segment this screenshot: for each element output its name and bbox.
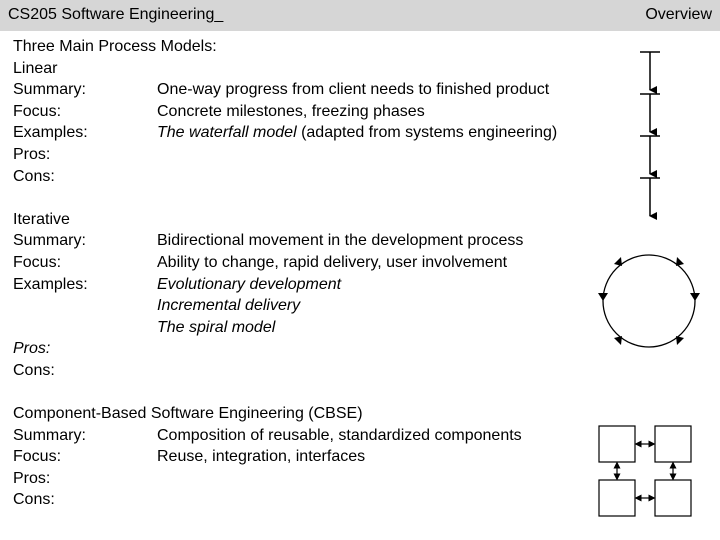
iterative-summary: Bidirectional movement in the development process (157, 232, 524, 250)
cbse-cons-row (13, 489, 623, 511)
cycle-arrowheads (598, 257, 700, 345)
iterative-title: Iterative (13, 210, 70, 228)
section-title: Overview (645, 6, 712, 23)
course-title: CS205 Software Engineering_ (8, 6, 224, 23)
iterative-cons-label: Cons: (13, 361, 55, 379)
cbse-summary-label: Summary: (13, 426, 86, 444)
linear-title: Linear (13, 59, 58, 77)
component-box-1 (599, 426, 635, 462)
main-heading: Three Main Process Models: (13, 38, 217, 55)
iterative-summary-label: Summary: (13, 232, 86, 250)
linear-pros-row (13, 144, 623, 166)
linear-example-note: (adapted from systems engineering) (296, 124, 558, 142)
linear-summary-row (13, 79, 623, 101)
cbse-pros-label: Pros: (13, 469, 51, 487)
cycle-circle (603, 255, 695, 347)
linear-summary-label: Summary: (13, 81, 86, 99)
iterative-focus: Ability to change, rapid delivery, user involvement (157, 253, 508, 271)
iterative-example-1: Evolutionary development (157, 275, 342, 293)
cbse-focus-row (13, 446, 623, 468)
iterative-summary-row (13, 230, 623, 252)
linear-arrows-diagram (636, 48, 664, 220)
component-box-2 (655, 426, 691, 462)
cbse-pros-row (13, 468, 623, 490)
linear-summary: One-way progress from client needs to finished product (157, 81, 550, 99)
cbse-components-diagram (596, 422, 696, 522)
cbse-focus: Reuse, integration, interfaces (157, 448, 366, 466)
iterative-cycle-diagram (594, 246, 704, 356)
linear-examples-row (13, 122, 623, 144)
iterative-cons-row (13, 360, 623, 382)
linear-example (157, 122, 557, 144)
linear-arrow-3 (640, 136, 660, 174)
cbse-cons-label: Cons: (13, 491, 55, 509)
slide-content (13, 36, 623, 511)
iterative-example-row-3 (13, 317, 623, 339)
cbse-summary: Composition of reusable, standardized components (157, 426, 522, 444)
linear-focus: Concrete milestones, freezing phases (157, 102, 425, 120)
iterative-pros-row (13, 338, 623, 360)
linear-arrow-2 (640, 94, 660, 132)
iterative-example-2: Incremental delivery (157, 297, 301, 315)
iterative-examples-label: Examples: (13, 275, 88, 293)
linear-arrow-1 (640, 52, 660, 90)
iterative-focus-label: Focus: (13, 253, 62, 271)
linear-cons-row (13, 166, 623, 188)
component-box-4 (655, 480, 691, 516)
iterative-example-3: The spiral model (157, 318, 276, 336)
cbse-title: Component-Based Software Engineering (CBSE) (13, 405, 363, 423)
linear-focus-label: Focus: (13, 102, 62, 120)
iterative-pros-label: Pros: (13, 340, 51, 358)
iterative-example-row-2 (13, 295, 623, 317)
cbse-summary-row (13, 425, 623, 447)
iterative-focus-row (13, 252, 623, 274)
component-box-3 (599, 480, 635, 516)
linear-focus-row (13, 101, 623, 123)
cbse-focus-label: Focus: (13, 448, 62, 466)
linear-pros-label: Pros: (13, 145, 51, 163)
iterative-examples-row (13, 274, 623, 296)
linear-examples-label: Examples: (13, 124, 88, 142)
slide-header (0, 0, 720, 31)
linear-arrow-4 (640, 178, 660, 216)
linear-example-emphasis: The waterfall model (157, 124, 297, 142)
linear-cons-label: Cons: (13, 167, 55, 185)
